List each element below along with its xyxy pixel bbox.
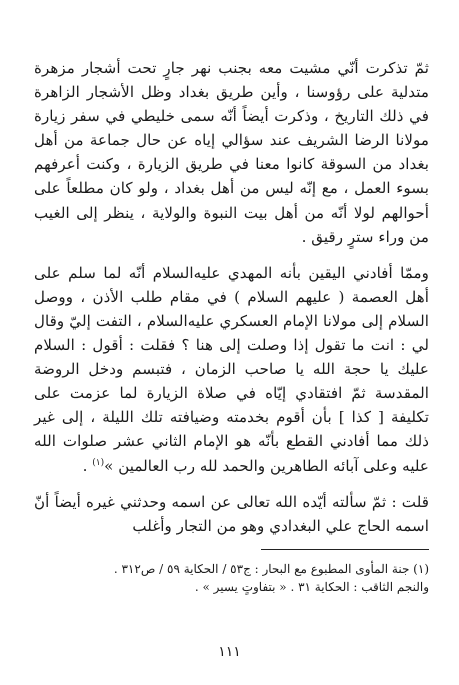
paragraph: وممّا أفادني اليقين بأنه المهدي عليه‌السلام أنّه لما سلم على أهل العصمة ( عليهم السلام ) في مقام طلب الأذن ، ووصل السلام إلى مولانا الإمام العسكري عليه‌السلام ، التفت إليّ وقال لي : انت ما تقول إذا وصلت إلى هنا ؟ فقلت : أقول : السلام عليك يا حجة الله يا صاحب الزمان ، فتبسم ودخل الروضة المقدسة ثمّ افتقادي إيّاه في صلاة الزيارة لما عزمت على تكليفة [ كذا ] بأن أقوم بخدمته وضيافته تلك الليلة ، إلى غير ذلك مما أفادني القطع بأنّه هو الإمام الثاني عشر صلوات الله عليه وعلى آبائه الطاهرين والحمد لله رب العالمين »$^{(١)}$ . [34, 263, 429, 475]
footnote-marker: (١) [92, 457, 105, 468]
paragraph-text: قلت : ثمّ سألته أيّده الله تعالى عن اسمه وحدثني غيره أيضاً أنّ اسمه الحاج علي البغدادي وهو من التجار وأغلب [34, 492, 429, 535]
paragraph [34, 56, 429, 249]
body-text [34, 56, 429, 538]
footnotes [34, 560, 429, 596]
footnote-line: والنجم الثاقب : الحكاية ٣١ . « بتفاوتٍ يسير » . [194, 580, 429, 594]
page-number: ١١١ [218, 644, 241, 660]
footnote-line: (١) جنة المأوى المطبوع مع البحار : ج٥٣ / الحكاية ٥٩ / ص٣١٢ . [113, 562, 429, 576]
paragraph [34, 490, 429, 538]
footnote-divider [261, 549, 429, 550]
paragraph-text: ثمّ تذكرت أنّي مشيت معه بجنب نهر جارٍ تحت أشجار مزهرة متدلية على رؤوسنا ، وأين طريق بغداد وظل الأشجار الزاهرة في ذلك التاريخ ، وذكرت أيضاً أنّه سمى خليطي في سفر زيارة مولانا الرضا الشريف عند سؤالي إياه عن حال جماعة من أهل بغداد من السوقة كانوا معنا في طريق الزيارة ، وكنت أعرفهم بسوء العمل ، مع إنّه ليس من أهل بغداد ، ولو كان مطلعاً على أحوالهم لولا أنّه من أهل بيت النبوة والولاية ، ينظر إلى الغيب من وراء سترٍ رقيق . [34, 59, 429, 246]
paragraph-text: وممّا أفادني اليقين بأنه المهدي عليه‌السلام أنّه لما سلم على أهل العصمة ( عليهم السلام ) في مقام طلب الأذن ، ووصل السلام إلى مولانا الإمام العسكري عليه‌السلام ، التفت إليّ وقال لي : انت ما تقول إذا وصلت إلى هنا ؟ فقلت : أقول : السلام عليك يا حجة الله يا صاحب الزمان ، فتبسم ودخل الروضة المقدسة ثمّ افتقادي إيّاه في صلاة الزيارة لما عزمت على تكليفة [ كذا ] بأن أقوم بخدمته وضيافته تلك الليلة ، إلى غير ذلك مما أفادني القطع بأنّه هو الإمام الثاني عشر صلوات الله عليه وعلى آبائه الطاهرين والحمد لله رب العالمين » [34, 263, 429, 475]
